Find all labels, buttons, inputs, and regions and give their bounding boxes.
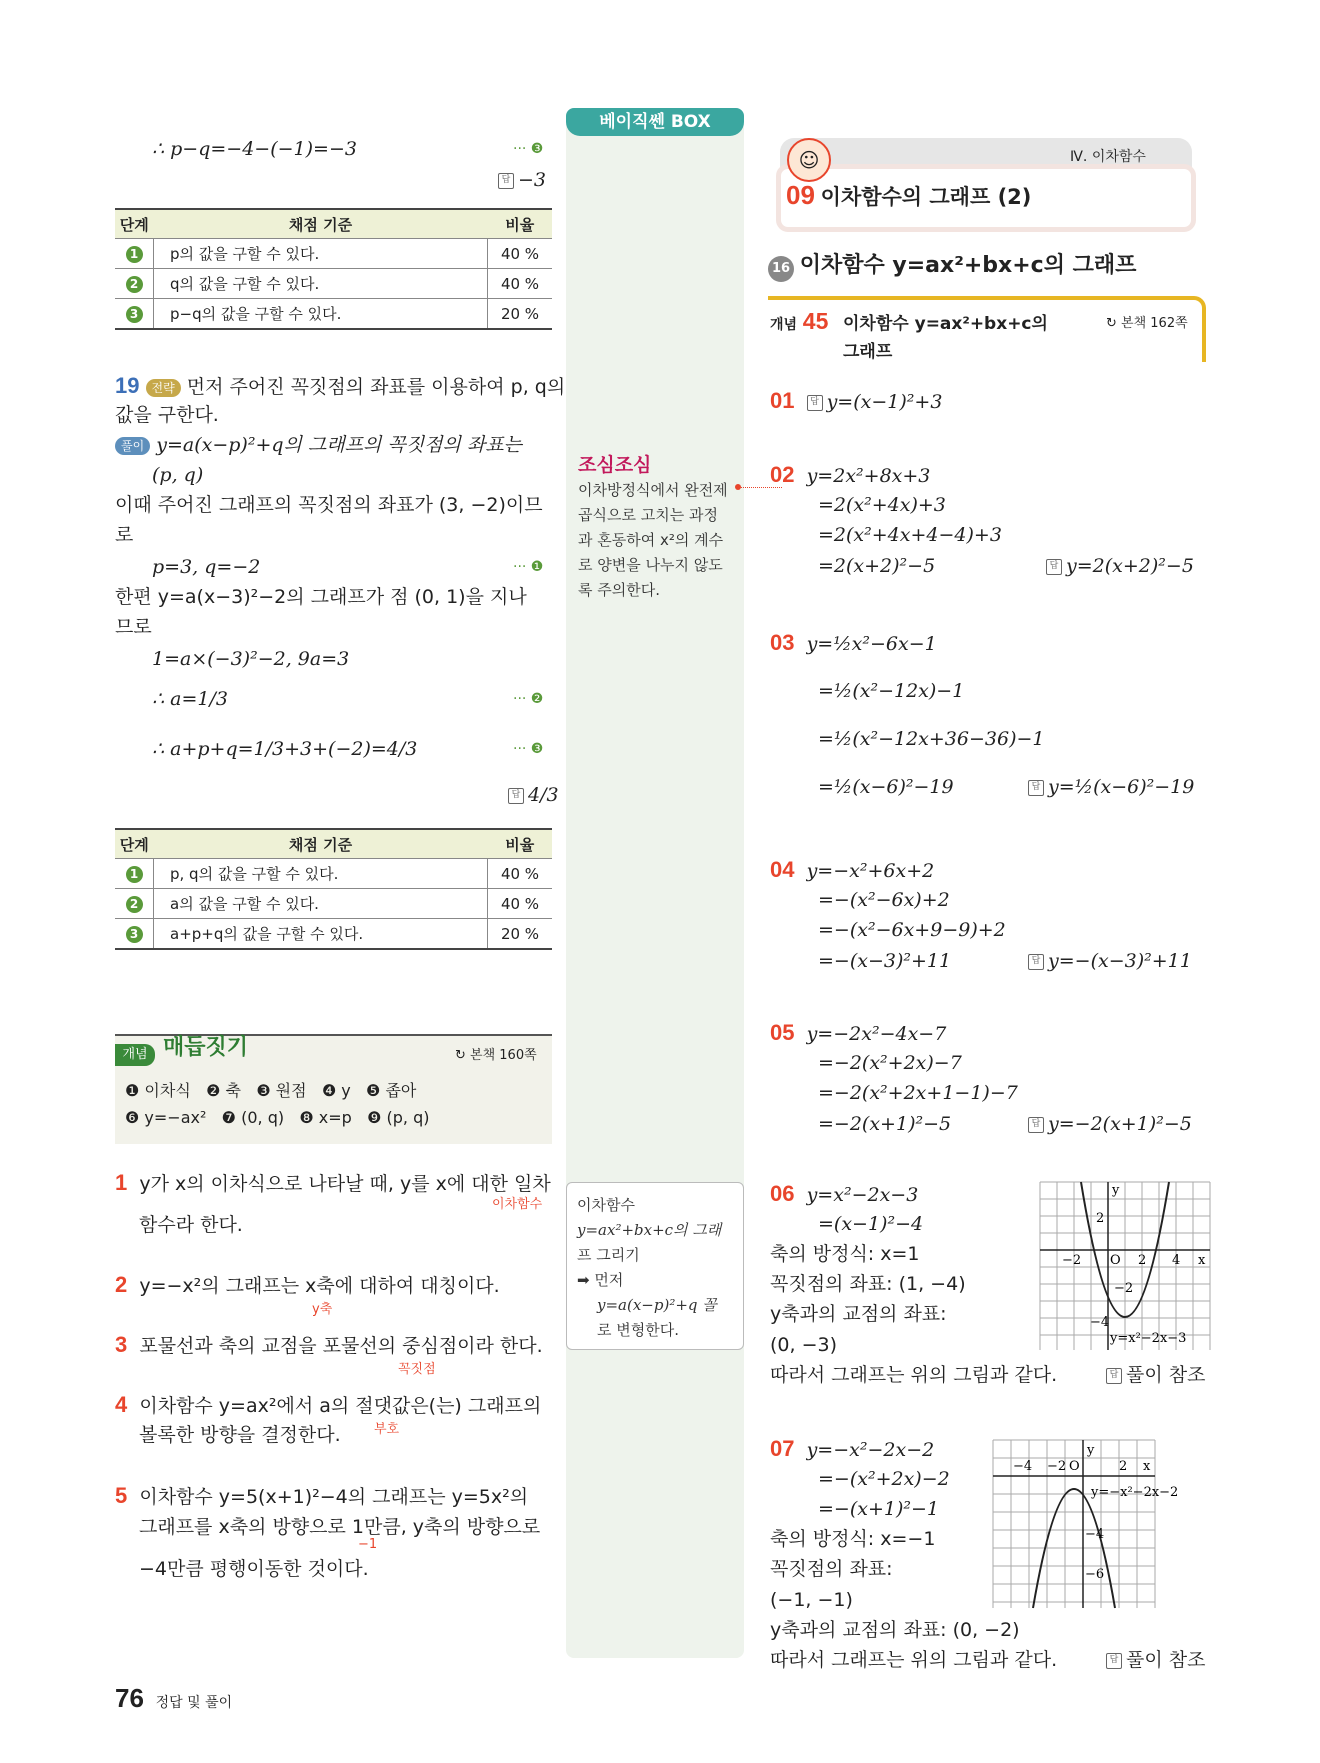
tip-box [566, 1182, 744, 1350]
problem-06: 06 y=x²−2x−3 [770, 1181, 919, 1206]
answer-line: 답 풀이 참조 [1106, 1647, 1205, 1673]
section-title: 16 이차함수 y=ax²+bx+c의 그래프 [768, 248, 1136, 282]
ox-item-3: 3 포물선과 축의 교점을 포물선의 중심점이라 한다. [115, 1332, 543, 1357]
answer-line: 답 풀이 참조 [1106, 1362, 1205, 1388]
svg-text:2: 2 [1119, 1459, 1128, 1474]
table-row: 1 p의 값을 구할 수 있다. 40 % [115, 239, 552, 269]
solution-line: 풀이 y=a(x−p)²+q의 그래프의 꼭짓점의 좌표는 [115, 432, 522, 458]
svg-text:2: 2 [1138, 1253, 1147, 1268]
answer-line: 답 y=½(x−6)²−19 [1028, 774, 1194, 800]
problem-05: 05 y=−2x²−4x−7 [770, 1020, 947, 1045]
answer-line: 답 4/3 [508, 782, 559, 808]
svg-text:O: O [1069, 1459, 1080, 1474]
svg-text:2: 2 [1096, 1211, 1105, 1226]
solution-line: (−1, −1) [770, 1589, 853, 1611]
solution-line: ∴ a+p+q=1/3+3+(−2)=4/3 [152, 738, 418, 760]
svg-text:−2: −2 [1047, 1459, 1067, 1474]
correction: 꼭짓점 [398, 1362, 436, 1377]
solution-line: =2(x²+4x)+3 [818, 494, 946, 516]
problem-03: 03 y=½x²−6x−1 [770, 630, 937, 655]
solution-badge: 풀이 [115, 437, 150, 455]
svg-text:O: O [1110, 1253, 1121, 1268]
ox-item-5: 5 이차함수 y=5(x+1)²−4의 그래프는 y=5x²의 [115, 1483, 529, 1508]
solution-line: =−(x−3)²+11 [818, 950, 952, 972]
graph-06 [1040, 1182, 1210, 1350]
problem-01: 01 답 y=(x−1)²+3 [770, 388, 943, 413]
solution-line: y축과의 교점의 좌표: (0, −2) [770, 1619, 1020, 1641]
solution-line: 따라서 그래프는 위의 그림과 같다. [770, 1364, 1058, 1386]
step-mark: ··· ❸ [513, 741, 544, 757]
top-line: ∴ p−q=−4−(−1)=−3 [152, 138, 357, 160]
page-footer [115, 1683, 232, 1714]
careful-title: 조심조심 [578, 454, 652, 476]
basic-box-panel [566, 118, 744, 1658]
solution-line: =−2(x+1)²−5 [818, 1113, 952, 1135]
table-header: 단계 [115, 829, 154, 859]
solution-line: =2(x²+4x+4−4)+3 [818, 524, 1002, 546]
solution-line: 따라서 그래프는 위의 그림과 같다. [770, 1649, 1058, 1671]
answer-icon: 답 [1028, 1117, 1044, 1133]
correction: 이차함수 [492, 1197, 543, 1212]
problem-02: 02 y=2x²+8x+3 [770, 462, 931, 487]
concept-ref: ↻ 본책 160쪽 [455, 1048, 537, 1063]
svg-text:y: y [1087, 1443, 1095, 1458]
page-number: 76 [115, 1683, 144, 1713]
concept-tag: 개념 [115, 1044, 155, 1066]
solution-line: =½(x−6)²−19 [818, 776, 954, 798]
step-mark: ··· ❶ [513, 559, 544, 575]
ox-item-1-cont: 함수라 한다. [139, 1214, 243, 1236]
solution-line: 한편 y=a(x−3)²−2의 그래프가 점 (0, 1)을 지나 [115, 586, 527, 608]
table-header: 채점 기준 [154, 209, 488, 239]
chapter-label: Ⅳ. 이차함수 [1070, 149, 1146, 165]
concept-title: 매듭짓기 [163, 1035, 249, 1060]
basic-box-title: 베이직쎈 BOX [566, 108, 744, 136]
svg-text:−4: −4 [1090, 1315, 1110, 1330]
solution-line: ∴ a=1/3 [152, 688, 228, 710]
svg-text:y=−x²−2x−2: y=−x²−2x−2 [1091, 1485, 1179, 1500]
svg-text:y: y [1112, 1183, 1120, 1198]
concept-summary-box [115, 1034, 552, 1144]
table-row: 3 a+p+q의 값을 구할 수 있다. 20 % [115, 919, 552, 950]
answer-icon: 답 [1028, 780, 1044, 796]
answer-icon: 답 [1028, 954, 1044, 970]
correction: −1 [358, 1537, 378, 1552]
tip-text: 이차함수 y=ax²+bx+c의 그래 프 그리기 ➡ 먼저 y=a(x−p)²+q 꼴 로 변형한다. [577, 1196, 722, 1339]
solution-line: =½(x²−12x)−1 [818, 680, 965, 702]
answer-icon: 답 [1046, 559, 1062, 575]
strategy-badge: 전략 [146, 379, 181, 397]
solution-line: 므로 [115, 616, 152, 638]
strategy-text: 값을 구한다. [115, 404, 219, 426]
table-row: 3 p−q의 값을 구할 수 있다. 20 % [115, 299, 552, 330]
svg-text:−4: −4 [1085, 1527, 1105, 1542]
solution-line: =2(x+2)²−5 [818, 555, 936, 577]
ox-item-4: 4 이차함수 y=ax²에서 a의 절댓값은(는) 그래프의 [115, 1392, 542, 1417]
step-mark: ··· ❷ [513, 691, 544, 707]
solution-line: =−(x²−6x)+2 [818, 889, 950, 911]
parabola-graph-06 [1040, 1182, 1210, 1350]
answer-line: 답 y=−(x−3)²+11 [1028, 948, 1192, 974]
solution-line: 축의 방정식: x=−1 [770, 1528, 936, 1550]
unit-title: 09 이차함수의 그래프 (2) [786, 180, 1032, 210]
table-header: 비율 [488, 829, 553, 859]
parabola-graph-07 [993, 1440, 1179, 1608]
answer-line: 답 y=2(x+2)²−5 [1046, 553, 1194, 579]
concept-label: 개념 45 [770, 308, 829, 334]
solution-line: 축의 방정식: x=1 [770, 1243, 920, 1265]
table-header: 단계 [115, 209, 154, 239]
ox-item-1: 1 y가 x의 이차식으로 나타날 때, y를 x에 대한 일차 [115, 1170, 551, 1195]
solution-line: =−(x+1)²−1 [818, 1498, 940, 1520]
solution-line: (p, q) [152, 464, 204, 486]
answer-icon: 답 [807, 395, 823, 411]
mascot-icon: ☺ [787, 138, 831, 182]
concept-items-row2: ❻ y=−ax² ❼ (0, q) ❽ x=p ❾ (p, q) [125, 1108, 430, 1127]
answer-icon: 답 [498, 173, 514, 189]
problem-04: 04 y=−x²+6x+2 [770, 857, 935, 882]
pointer-dot [735, 484, 741, 490]
ox-item-5-cont: −4만큼 평행이동한 것이다. [139, 1558, 369, 1580]
step-mark: ··· ❸ [513, 141, 544, 157]
table-row: 2 a의 값을 구할 수 있다. 40 % [115, 889, 552, 919]
solution-line: =−(x²−6x+9−9)+2 [818, 919, 1006, 941]
svg-text:x: x [1143, 1459, 1151, 1474]
svg-text:−4: −4 [1013, 1459, 1033, 1474]
solution-line: =−2(x²+2x+1−1)−7 [818, 1082, 1018, 1104]
svg-text:−2: −2 [1062, 1253, 1082, 1268]
table-header: 채점 기준 [154, 829, 488, 859]
answer-icon: 답 [1106, 1653, 1122, 1669]
solution-line: =−2(x²+2x)−7 [818, 1052, 962, 1074]
problem-19-strategy: 19 전략 먼저 주어진 꼭짓점의 좌표를 이용하여 p, q의 [115, 373, 566, 398]
solution-line: =(x−1)²−4 [818, 1213, 924, 1235]
footer-text: 정답 및 풀이 [155, 1695, 233, 1711]
svg-text:y=x²−2x−3: y=x²−2x−3 [1110, 1331, 1187, 1346]
concept-title: 이차함수 y=ax²+bx+c의 그래프 [843, 314, 1048, 362]
solution-line: p=3, q=−2 [152, 556, 261, 578]
solution-line: 이때 주어진 그래프의 꼭짓점의 좌표가 (3, −2)이므 [115, 494, 543, 516]
correction: 부호 [374, 1422, 400, 1437]
svg-text:4: 4 [1172, 1253, 1181, 1268]
concept-items-row1: ❶ 이차식 ❷ 축 ❸ 원점 ❹ y ❺ 좁아 [125, 1081, 417, 1100]
correction: y축 [312, 1302, 333, 1317]
ox-item-2: 2 y=−x²의 그래프는 x축에 대하여 대칭이다. [115, 1272, 500, 1297]
ox-item-4-cont: 볼록한 방향을 결정한다. [139, 1424, 341, 1446]
solution-line: (0, −3) [770, 1334, 838, 1356]
table-row: 2 q의 값을 구할 수 있다. 40 % [115, 269, 552, 299]
svg-text:−6: −6 [1085, 1567, 1105, 1582]
solution-line: y축과의 교점의 좌표: [770, 1303, 947, 1325]
answer-icon: 답 [508, 788, 524, 804]
solution-line: 꼭짓점의 좌표: (1, −4) [770, 1273, 966, 1295]
solution-line: 1=a×(−3)²−2, 9a=3 [152, 648, 350, 670]
svg-text:−2: −2 [1114, 1281, 1134, 1296]
scoring-table-2 [115, 828, 552, 950]
scoring-table-1 [115, 208, 552, 330]
solution-line: 로 [115, 524, 134, 546]
table-header: 비율 [488, 209, 553, 239]
answer-line: 답 −3 [498, 167, 546, 193]
answer-icon: 답 [1106, 1368, 1122, 1384]
problem-number: 19 [115, 373, 140, 398]
answer-line: 답 y=−2(x+1)²−5 [1028, 1111, 1192, 1137]
problem-07: 07 y=−x²−2x−2 [770, 1436, 935, 1461]
concept-ref: ↻ 본책 162쪽 [1106, 316, 1188, 331]
solution-line: =−(x²+2x)−2 [818, 1468, 950, 1490]
careful-text: 이차방정식에서 완전제 곱식으로 고치는 과정 과 혼동하여 x²의 계수 로 양변을 나누지 않도 록 주의한다. [578, 481, 728, 599]
solution-line: 꼭짓점의 좌표: [770, 1558, 893, 1580]
graph-07 [993, 1440, 1179, 1608]
ox-item-5-cont: 그래프를 x축의 방향으로 1만큼, y축의 방향으로 [139, 1516, 541, 1538]
solution-line: =½(x²−12x+36−36)−1 [818, 728, 1045, 750]
svg-text:x: x [1198, 1253, 1206, 1268]
table-row: 1 p, q의 값을 구할 수 있다. 40 % [115, 859, 552, 889]
